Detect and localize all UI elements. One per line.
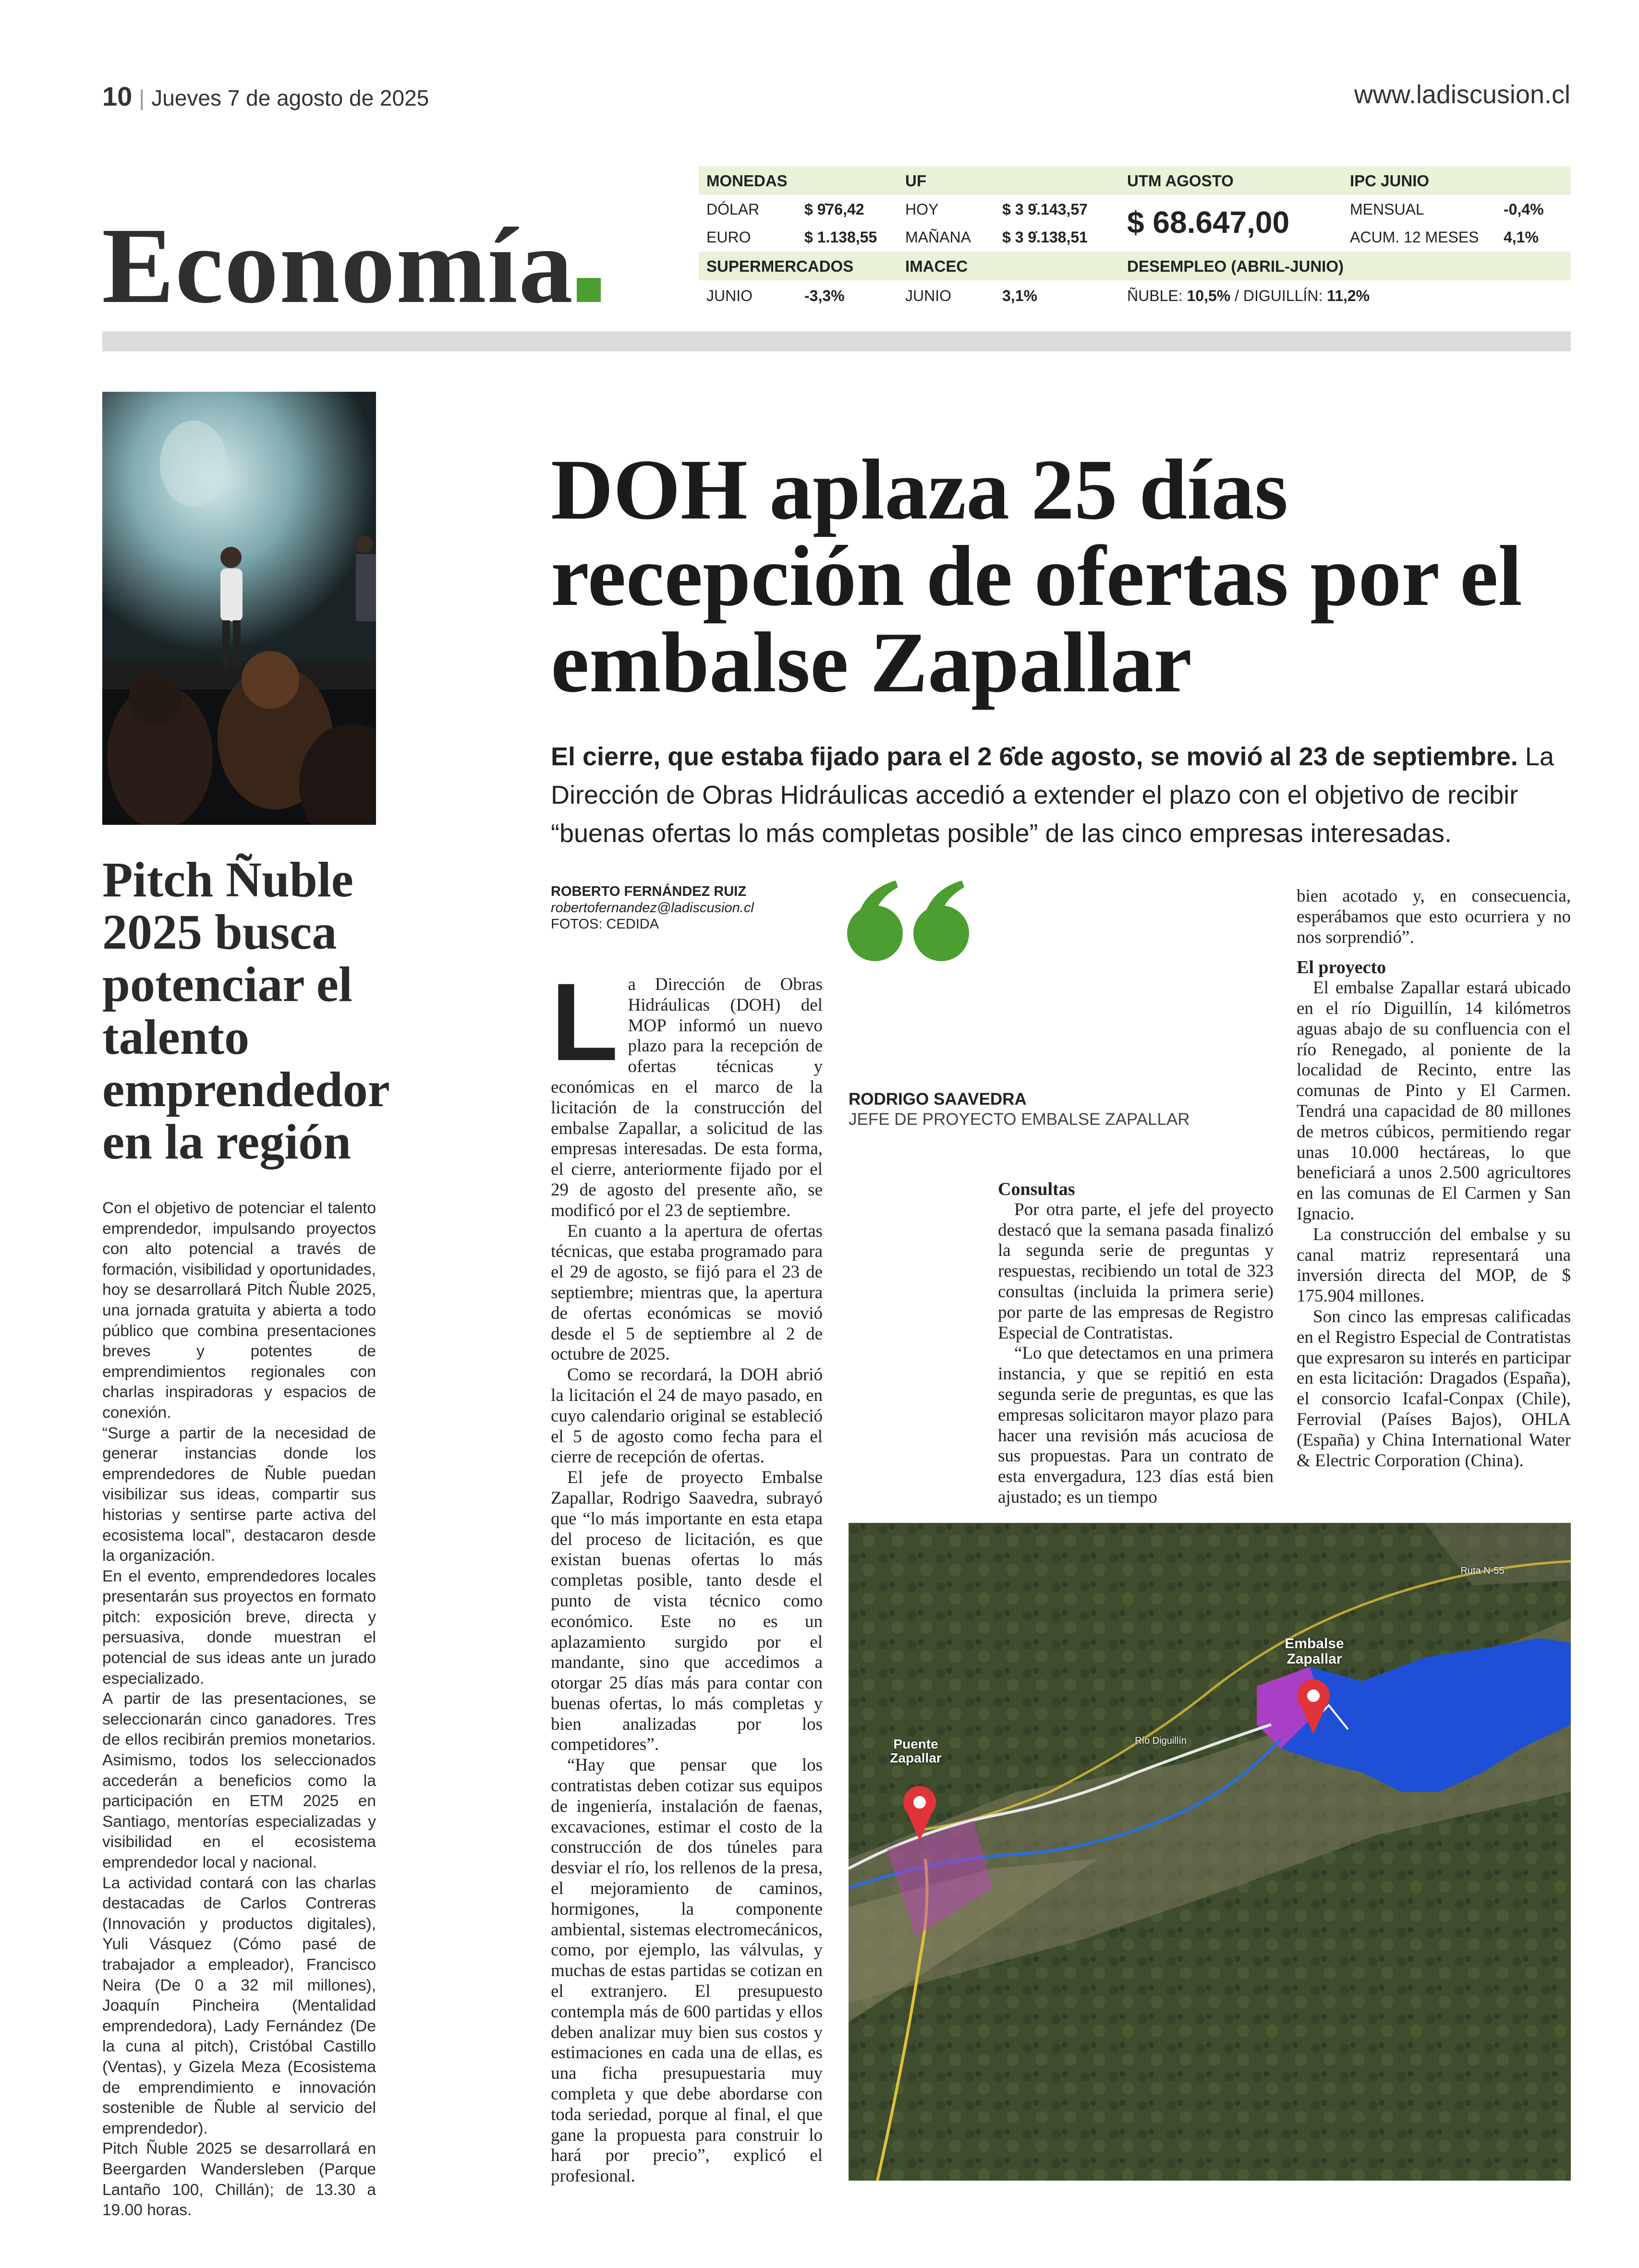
section-title-text: Economía bbox=[102, 205, 574, 326]
body-paragraph: El embalse Zapallar estará ubicado en el río Diguillín, 14 kilómetros aguas abajo de su confluencia con el río Renegado, al poniente de la localidad de Recinto, entre las comunas de Pinto y El Carmen. Tendrá una capacidad de 80 millones de metros cúbicos, permitiendo regar unas 10.000 hectáreas, lo que beneficiará a unos 2.500 agricultores en las comunas de El Carmen y San Ignacio. bbox=[1297, 978, 1571, 1224]
body-paragraph: Como se recordará, la DOH abrió la licitación el 24 de mayo pasado, en cuyo calendario original se estableció el 5 de agosto como fecha para el cierre de recepción de ofertas. bbox=[551, 1365, 823, 1467]
side-paragraph: “Surge a partir de la necesidad de generar instancias donde los emprendedores de Ñuble puedan visibilizar sus ideas, compartir sus historias y sentirse parte activa del ecosistema local”, destacaron desde la organización. bbox=[102, 1424, 376, 1565]
side-paragraph: A partir de las presentaciones, se seleccionarán cinco ganadores. Tres de ellos recibirán premios monetarios. Asimismo, todos los seleccionados accederán a beneficios como la participación en ETM 2025 en Santiago, mentorías especializadas y visibilidad en el ecosistema emprendedor local y nacional. bbox=[102, 1690, 376, 1871]
imacec-junio-label: JUNIO bbox=[905, 287, 951, 304]
body-paragraph: Por otra parte, el jefe del proyecto destacó que la semana pasada finalizó la segunda serie de preguntas y respuestas, recibiendo un total de 323 consultas (incluida la primera serie) por parte de las empresas de Registro Especial de Contratistas. bbox=[998, 1199, 1274, 1343]
author-email[interactable]: robertofernandez@ladiscusion.cl bbox=[551, 900, 754, 916]
project-map bbox=[849, 1523, 1571, 2181]
page-number: 10 bbox=[102, 81, 133, 111]
section-divider-bar bbox=[102, 331, 1571, 351]
uf-hoy-label: HOY bbox=[905, 201, 939, 218]
euro-label: EURO bbox=[706, 229, 751, 246]
monedas-label: MONEDAS bbox=[706, 172, 788, 190]
photo-credit: FOTOS: CEDIDA bbox=[551, 917, 659, 932]
body-paragraph: Son cinco las empresas calificadas en el Registro Especial de Contratistas que expresaron su interés en participar en esta licitación: Dragados (España), el consorcio Icafal-Conpax (Chile), Ferrovial (Países Bajos), OHLA (España) y China International Water & Electric Corporation (China). bbox=[1297, 1306, 1571, 1471]
utm-value: $ 68.647,00 bbox=[1127, 205, 1290, 240]
side-story-title: Pitch Ñuble 2025 busca potenciar el talento emprendedor en la región bbox=[102, 852, 389, 1170]
body-paragraph: “Lo que detectamos en una primera instancia, y que se repitió en esta segunda serie de preguntas, es que las empresas solicitaron mayor plazo para hacer una revisión más acuciosa de sus propuestas. Para un contrato de esta envergadura, 123 días está bien ajustado; es un tiempo bbox=[998, 1343, 1274, 1507]
event-photo bbox=[102, 392, 376, 825]
imacec-label: IMACEC bbox=[905, 257, 968, 275]
lede-rest: La Dirección de Obras Hidráulicas accedió a extender el plazo con el objetivo de recibir “buenas ofertas lo más completas posible” de las cinco empresas interesadas. bbox=[551, 742, 1554, 848]
quote-speaker-role: JEFE DE PROYECTO EMBALSE ZAPALLAR bbox=[849, 1110, 1190, 1129]
column-1 bbox=[551, 960, 823, 2187]
issue-date: Jueves 7 de agosto de 2025 bbox=[151, 85, 429, 110]
side-paragraph: Con el objetivo de potenciar el talento emprendedor, impulsando proyectos con alto potencial a través de formación, visibilidad y oportunidades, hoy se desarrollará Pitch Ñuble 2025, una jornada gratuita y abierta a todo público que combina presentaciones breves y potentes de emprendimientos regionales con charlas inspiradoras y espacios de conexión. bbox=[102, 1199, 376, 1422]
ipc-mensual-label: MENSUAL bbox=[1350, 201, 1424, 218]
uf-label: UF bbox=[905, 172, 926, 190]
ipc-mensual-value: -0,4% bbox=[1504, 201, 1544, 218]
subhead-proyecto: El proyecto bbox=[1297, 957, 1386, 978]
diguillin-label: DIGUILLÍN: bbox=[1243, 287, 1323, 304]
section-dot bbox=[577, 278, 601, 302]
quote-speaker-name: RODRIGO SAAVEDRA bbox=[849, 1090, 1027, 1109]
page-header-left bbox=[102, 81, 429, 112]
subhead-consultas: Consultas bbox=[998, 1179, 1075, 1199]
map-label-puente: Puente Zapallar bbox=[890, 1737, 942, 1766]
imacec-junio-value: 3,1% bbox=[1002, 287, 1037, 304]
utm-label: UTM AGOSTO bbox=[1127, 172, 1234, 190]
main-lede bbox=[551, 737, 1571, 853]
ipc-label: IPC JUNIO bbox=[1350, 172, 1430, 190]
section-title bbox=[102, 205, 601, 326]
map-label-ruta: Ruta N-55 bbox=[1460, 1566, 1505, 1576]
ipc-acum-value: 4,1% bbox=[1504, 229, 1539, 246]
diguillin-value: 11,2% bbox=[1327, 287, 1370, 304]
body-paragraph: bien acotado y, en consecuencia, esperábamos que esto ocurriera y no nos sorprendió”. bbox=[1297, 886, 1571, 947]
euro-value: $ 1.138,55 bbox=[804, 229, 877, 246]
supermercados-junio-label: JUNIO bbox=[706, 287, 753, 304]
body-paragraph: La construcción del embalse y su canal matriz representará una inversión directa del MOP, de $ 175.904 millones. bbox=[1297, 1224, 1571, 1306]
side-paragraph: Pitch Ñuble 2025 se desarrollará en Beergarden Wandersleben (Parque Lantaño 100, Chillán); de 13.30 a 19.00 horas. bbox=[102, 2140, 376, 2220]
nuble-label: ÑUBLE: bbox=[1127, 287, 1183, 304]
nuble-value: 10,5% bbox=[1187, 287, 1231, 304]
website-link[interactable]: www.ladiscusion.cl bbox=[1354, 80, 1570, 109]
desempleo-separator: / bbox=[1230, 287, 1243, 304]
drop-cap: L bbox=[551, 960, 619, 1084]
uf-hoy-value: $ 3 9̇.143,57 bbox=[1002, 201, 1088, 218]
side-paragraph: En el evento, emprendedores locales presentarán sus proyectos en formato pitch: exposición breve, directa y persuasiva, donde muestran el potencial de sus ideas ante un jurado especializado. bbox=[102, 1567, 376, 1688]
body-paragraph: a Dirección de Obras Hidráulicas (DOH) del MOP informó un nuevo plazo para la recepción de ofertas técnicas y económicas en el marco de la licitación de la construcción del embalse Zapallar, a solicitud de las empresas interesadas. De esta forma, el cierre, anteriormente fijado por el 29 de agosto del presente año, se modificó por el 23 de septiembre. bbox=[551, 975, 823, 1220]
desempleo-values bbox=[1127, 287, 1370, 305]
author-name: ROBERTO FERNÁNDEZ RUIZ bbox=[551, 884, 747, 899]
body-paragraph: En cuanto a la apertura de ofertas técnicas, que estaba programado para el 29 de agosto, se fijó para el 23 de septiembre; mientras que, la apertura de ofertas económicas se movió desde el 5 de septiembre al 2 de octubre de 2025. bbox=[551, 1221, 823, 1364]
ipc-acum-label: ACUM. 12 MESES bbox=[1350, 229, 1479, 246]
body-paragraph: El jefe de proyecto Embalse Zapallar, Rodrigo Saavedra, subrayó que “lo más importante en esta etapa del proceso de licitación, es que existan buenas ofertas lo más completas posible, tanto desde el punto de vista técnico como económico. Este no es un aplazamiento surgido por el mandante, sino que accedimos a otorgar 25 días más para contar con buenas ofertas, lo más completas y bien analizadas por los competidores”. bbox=[551, 1468, 823, 1755]
dolar-value: $ 9̇76,42 bbox=[804, 201, 864, 218]
quote-mark-icon bbox=[845, 877, 975, 963]
map-label-rio: Río Diguillín bbox=[1135, 1736, 1187, 1746]
side-story-body bbox=[102, 1198, 376, 2221]
column-2 bbox=[998, 1179, 1274, 1508]
desempleo-label: DESEMPLEO (ABRIL-JUNIO) bbox=[1127, 257, 1344, 275]
column-3 bbox=[1297, 886, 1571, 1471]
map-label-embalse: Embalse Zapallar bbox=[1285, 1636, 1344, 1667]
dolar-label: DÓLAR bbox=[706, 201, 760, 218]
side-paragraph: La actividad contará con las charlas destacadas de Carlos Contreras (Innovación y productos digitales), Yuli Vásquez (Cómo pasé de trabajador a empleador), Francisco Neira (De 0 a 32 mil millones), Joaquín Pincheira (Mentalidad emprendedora), Lady Fernández (De la cuna al pitch), Cristóbal Castillo (Ventas), y Gizela Meza (Ecosistema de emprendimiento e innovación sostenible de Ñuble al servicio del emprendedor). bbox=[102, 1874, 376, 2137]
byline bbox=[551, 883, 810, 932]
lede-bold: El cierre, que estaba fijado para el 2 6̇de agosto, se movió al 23 de septiembre. bbox=[551, 742, 1518, 771]
supermercados-label: SUPERMERCADOS bbox=[706, 257, 854, 275]
main-headline: DOH aplaza 25 días recepción de ofertas por el embalse Zapallar bbox=[551, 442, 1522, 710]
body-paragraph: “Hay que pensar que los contratistas deben cotizar sus equipos de ingeniería, instalación de faenas, excavaciones, estimar el costo de la construcción de dos túneles para desviar el río, los rellenos de la presa, el mejoramiento de caminos, hormigones, la componente ambiental, sistemas electromecánicos, como, por ejemplo, las válvulas, y muchas de estas partidas se cotizan en el extranjero. El presupuesto contempla más de 600 partidas y ellos deben analizar muy bien sus costos y estimaciones en cada una de ellas, es una ficha presupuestaria muy completa y que debe abordarse con toda seriedad, porque al final, el que gane la propuesta para construir lo hará por precio”, explicó el profesional. bbox=[551, 1755, 823, 2186]
supermercados-junio-value: -3,3% bbox=[804, 287, 845, 304]
uf-manana-label: MAÑANA bbox=[905, 229, 971, 246]
uf-manana-value: $ 3 9̇.138,51 bbox=[1002, 229, 1088, 246]
header-separator: | bbox=[139, 85, 145, 110]
